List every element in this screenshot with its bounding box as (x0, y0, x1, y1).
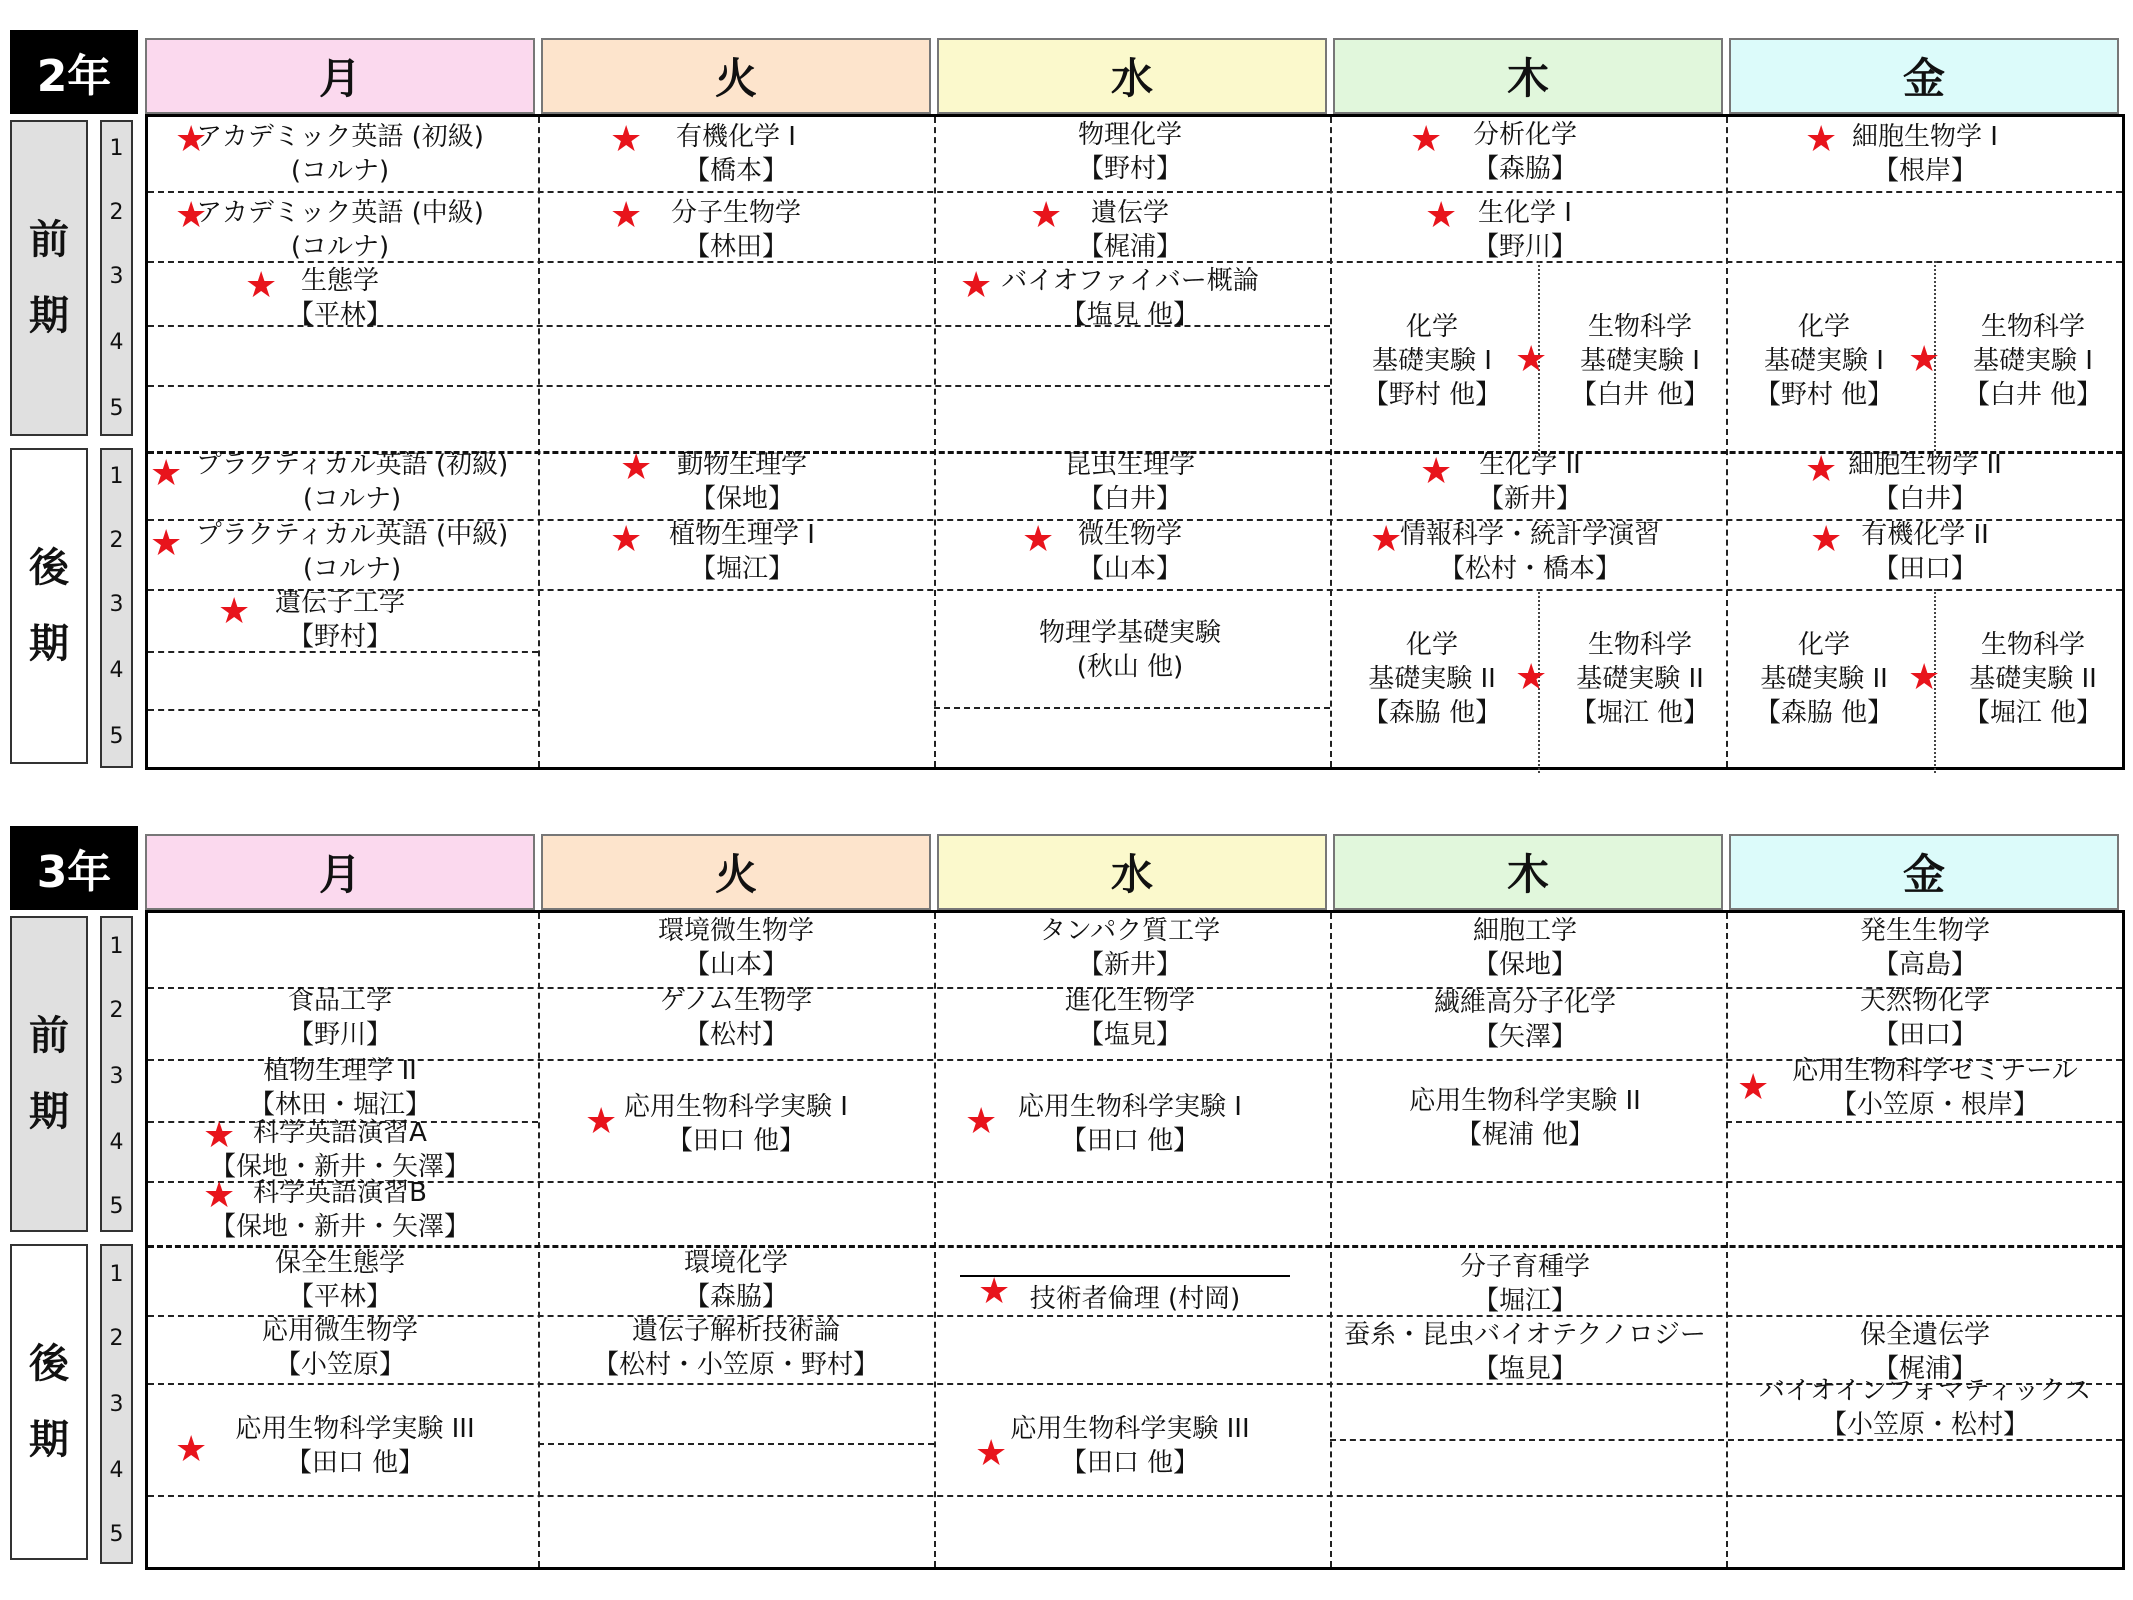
course-title: 生物科学 (1980, 312, 2086, 342)
term-char: 後 (29, 1341, 69, 1387)
course-entry (676, 120, 796, 188)
course-instructor: 【堀江】 (689, 554, 794, 584)
star-icon: ★ (203, 1175, 236, 1216)
course-instructor: 基礎実験 I (1372, 346, 1492, 376)
year2-header-tue: 火 (541, 38, 931, 114)
course-instructor: 【新井】 (1477, 484, 1583, 514)
course-title: 化学 (1797, 630, 1851, 660)
slot-number: 4 (109, 1130, 124, 1155)
course-instructor: 【松村・小笠原・野村】 (592, 1350, 880, 1380)
course-instructor: 【小笠原・根岸】 (1830, 1090, 2040, 1120)
course-instructor: (コルナ) (302, 484, 402, 514)
course-title: ゲノム生物学 (659, 986, 813, 1016)
course-instructor: 基礎実験 I (1973, 346, 2093, 376)
course-title: 保全遺伝学 (1859, 1320, 1991, 1350)
star-icon: ★ (175, 119, 208, 160)
course-title: バイオインフォマティックス (1758, 1376, 2092, 1406)
slot-number: 1 (109, 136, 124, 161)
course-entry (1434, 986, 1616, 1054)
course-entry (196, 120, 484, 188)
star-icon: ★ (1515, 339, 1548, 380)
slot-number: 4 (109, 658, 124, 683)
course-instructor: 【白井】 (1872, 484, 1978, 514)
star-icon: ★ (245, 265, 278, 306)
course-instructor: 【梶浦 他】 (1455, 1120, 1595, 1150)
course-title: 遺伝学 (1090, 198, 1170, 228)
course-entry (1792, 1054, 2077, 1122)
course-title: 化学 (1405, 630, 1459, 660)
grid-divider (1330, 913, 1332, 1567)
star-icon: ★ (203, 1115, 236, 1156)
course-title: 生化学 I (1478, 198, 1572, 228)
course-title: 物理学基礎実験 (1038, 618, 1222, 648)
course-title: アカデミック英語 (初級) (196, 122, 484, 152)
course-entry (1473, 118, 1577, 186)
course-entry (1571, 628, 1709, 730)
year2-second-term-label (10, 448, 88, 764)
course-instructor: 【森脇】 (1472, 154, 1578, 184)
course-instructor: 【松村】 (683, 1020, 788, 1050)
course-instructor: 【森脇 他】 (1362, 698, 1502, 728)
course-instructor: 【白井 他】 (1963, 380, 2103, 410)
slot-number: 1 (109, 934, 124, 959)
year2-header-mon: 月 (145, 38, 535, 114)
course-entry (1018, 1090, 1242, 1158)
course-entry (288, 984, 392, 1052)
year3-second-term-label (10, 1244, 88, 1560)
course-instructor: 【森脇 他】 (1754, 698, 1894, 728)
year3-header-thu: 木 (1333, 834, 1723, 910)
star-icon: ★ (150, 453, 183, 494)
star-icon: ★ (1030, 195, 1063, 236)
course-instructor: 【野川】 (1472, 232, 1578, 262)
course-entry (624, 1090, 848, 1158)
year3-header-wed: 水 (937, 834, 1327, 910)
grid-divider (538, 117, 540, 767)
slot-number: 5 (109, 1522, 124, 1547)
course-title: 微生物学 (1077, 520, 1183, 550)
star-icon: ★ (218, 591, 251, 632)
course-instructor: 【堀江 他】 (1570, 698, 1710, 728)
course-instructor: 【根岸】 (1872, 156, 1977, 186)
course-instructor: 【野村】 (287, 622, 393, 652)
course-entry (1030, 1282, 1241, 1316)
course-instructor: 【平林】 (287, 1282, 393, 1312)
course-entry (1363, 310, 1501, 412)
course-instructor: 【堀江 他】 (1963, 698, 2103, 728)
course-title: プラクティカル英語 (中級) (195, 520, 509, 550)
star-icon: ★ (1805, 449, 1838, 490)
year2-header-fri: 金 (1729, 38, 2119, 114)
course-entry (1078, 196, 1182, 264)
course-title: 技術者倫理 (村岡) (1029, 1284, 1241, 1314)
course-title: 生化学 II (1479, 450, 1581, 480)
slot-number: 3 (109, 1064, 124, 1089)
star-icon: ★ (960, 265, 993, 306)
course-entry (1409, 1084, 1641, 1152)
star-icon: ★ (975, 1433, 1008, 1474)
course-title: 科学英語演習B (253, 1178, 427, 1208)
star-icon: ★ (1908, 657, 1941, 698)
course-title: 環境微生物学 (657, 916, 815, 946)
slot-number: 3 (109, 592, 124, 617)
course-instructor: 【小笠原】 (274, 1350, 406, 1380)
course-title: 分子生物学 (670, 198, 802, 228)
course-instructor: 【高島】 (1872, 950, 1978, 980)
course-entry (1078, 518, 1182, 586)
slot-number: 2 (109, 200, 124, 225)
course-entry (1039, 616, 1221, 684)
course-entry (684, 1246, 788, 1314)
slot-number: 4 (109, 330, 124, 355)
star-icon: ★ (1515, 657, 1548, 698)
star-icon: ★ (1810, 519, 1843, 560)
course-title: バイオファイバー概論 (1001, 266, 1259, 296)
course-instructor: 【保地】 (689, 484, 795, 514)
slot-number: 5 (109, 1194, 124, 1219)
slot-number: 2 (109, 1326, 124, 1351)
course-entry (196, 196, 484, 264)
star-icon: ★ (620, 447, 653, 488)
term-char: 前 (29, 217, 69, 263)
course-instructor: (コルナ) (290, 232, 390, 262)
year2-header-wed: 水 (937, 38, 1327, 114)
grid-divider (538, 1443, 934, 1445)
slot-number: 3 (109, 264, 124, 289)
year3-second-slot-column (100, 1244, 133, 1564)
course-instructor: 【矢澤】 (1472, 1022, 1578, 1052)
course-title: 進化生物学 (1064, 986, 1196, 1016)
course-instructor: 基礎実験 II (1368, 664, 1496, 694)
course-entry (593, 1314, 879, 1382)
course-title: 生物科学 (1587, 312, 1693, 342)
course-title: 細胞工学 (1472, 916, 1578, 946)
course-title: 応用生物科学ゼミナール (1792, 1056, 2078, 1086)
star-icon: ★ (1805, 119, 1838, 160)
course-title: 生態学 (300, 266, 380, 296)
course-instructor: 【保地】 (1472, 950, 1578, 980)
course-title: 情報科学・統計学演習 (1399, 520, 1661, 550)
course-instructor: 【塩見】 (1077, 1020, 1183, 1050)
course-instructor: 【梶浦】 (1872, 1354, 1978, 1384)
course-instructor: 基礎実験 II (1760, 664, 1888, 694)
course-title: 科学英語演習A (253, 1118, 427, 1148)
star-icon: ★ (1022, 519, 1055, 560)
star-icon: ★ (1425, 195, 1458, 236)
course-entry (1860, 984, 1990, 1052)
year3-first-slot-column (100, 916, 133, 1232)
grid-divider (148, 589, 2122, 591)
course-instructor: 【森脇】 (683, 1282, 789, 1312)
slot-number: 5 (109, 724, 124, 749)
year2-first-term-label (10, 120, 88, 436)
course-title: 繊維高分子化学 (1433, 988, 1617, 1018)
course-instructor: 【松村・橋本】 (1438, 554, 1622, 584)
course-entry (1010, 1412, 1249, 1480)
grid-divider (1726, 913, 1728, 1567)
course-instructor: 【林田】 (683, 232, 789, 262)
year3-label: 3年 (10, 826, 138, 910)
course-entry (1065, 984, 1195, 1052)
star-icon: ★ (1410, 119, 1443, 160)
slot-number: 4 (109, 1458, 124, 1483)
course-title: 応用生物科学実験 III (1010, 1414, 1250, 1444)
course-entry (1478, 448, 1582, 516)
course-title: 発生生物学 (1859, 916, 1991, 946)
course-entry (210, 1116, 470, 1184)
course-instructor: 【白井 他】 (1570, 380, 1710, 410)
year2-header-thu: 木 (1333, 38, 1723, 114)
course-instructor: 【田口】 (1872, 554, 1978, 584)
course-title: 細胞生物学 II (1848, 450, 2002, 480)
grid-divider (148, 709, 538, 711)
star-icon: ★ (1370, 519, 1403, 560)
grid-divider (1330, 117, 1332, 767)
star-icon: ★ (965, 1101, 998, 1142)
course-entry (658, 914, 814, 982)
course-instructor: (秋山 他) (1076, 652, 1184, 682)
course-title: 植物生理学 II (263, 1056, 417, 1086)
course-title: 生物科学 (1980, 630, 2086, 660)
grid-divider (934, 707, 1330, 709)
star-icon: ★ (175, 1429, 208, 1470)
course-instructor: 【山本】 (683, 950, 789, 980)
course-instructor: 【新井】 (1077, 950, 1182, 980)
year2-label: 2年 (10, 30, 138, 114)
course-title: アカデミック英語 (中級) (196, 198, 484, 228)
slot-number: 3 (109, 1392, 124, 1417)
course-instructor: 基礎実験 I (1580, 346, 1700, 376)
course-title: 化学 (1797, 312, 1851, 342)
course-title: プラクティカル英語 (初級) (195, 450, 509, 480)
course-instructor: 【平林】 (287, 300, 393, 330)
course-entry (196, 448, 508, 516)
course-entry (262, 1314, 418, 1382)
slot-number: 2 (109, 528, 124, 553)
course-title: 分子育種学 (1459, 1252, 1591, 1282)
course-entry (1078, 118, 1182, 186)
term-char: 期 (29, 1089, 69, 1135)
course-instructor: 【白井】 (1077, 484, 1183, 514)
star-icon: ★ (585, 1101, 618, 1142)
course-entry (196, 518, 508, 586)
star-icon: ★ (978, 1271, 1011, 1312)
course-instructor: 【保地・新井・矢澤】 (209, 1212, 471, 1242)
year3-header-fri: 金 (1729, 834, 2119, 910)
year3-header-mon: 月 (145, 834, 535, 910)
course-title: 天然物化学 (1859, 986, 1991, 1016)
term-char: 後 (29, 545, 69, 591)
star-icon: ★ (150, 523, 183, 564)
course-title: 応用生物科学実験 III (235, 1414, 475, 1444)
course-instructor: 【田口 他】 (666, 1126, 806, 1156)
course-entry (235, 1412, 474, 1480)
course-entry (677, 448, 807, 516)
term-divider (148, 1245, 2122, 1248)
course-entry (1964, 628, 2102, 730)
course-instructor: 【小笠原・松村】 (1820, 1410, 2029, 1440)
course-instructor: 【田口 他】 (1060, 1448, 1200, 1478)
term-char: 期 (29, 293, 69, 339)
course-entry (275, 586, 405, 654)
course-title: タンパク質工学 (1039, 916, 1221, 946)
slot-number: 5 (109, 396, 124, 421)
course-title: 蚕糸・昆虫バイオテクノロジー (1344, 1320, 1706, 1350)
course-title: 化学 (1405, 312, 1459, 342)
course-entry (1400, 518, 1660, 586)
course-instructor: 基礎実験 I (1764, 346, 1884, 376)
course-instructor: 【塩見】 (1472, 1354, 1578, 1384)
course-title: 応用生物科学実験 II (1409, 1086, 1641, 1116)
course-entry (660, 984, 812, 1052)
grid-divider (148, 1495, 2122, 1497)
course-instructor: 【田口 他】 (1060, 1126, 1200, 1156)
year3-first-term-label (10, 916, 88, 1232)
course-title: 細胞生物学 I (1852, 122, 1998, 152)
course-title: 遺伝子工学 (274, 588, 406, 618)
course-title: 分析化学 (1472, 120, 1578, 150)
course-entry (1460, 1250, 1590, 1318)
course-title: 応用微生物学 (261, 1316, 419, 1346)
course-instructor: 【田口 他】 (285, 1448, 425, 1478)
term-char: 前 (29, 1013, 69, 1059)
course-title: 環境化学 (683, 1248, 789, 1278)
course-title: 有機化学 II (1861, 520, 1989, 550)
grid-divider (934, 117, 936, 767)
course-entry (1755, 628, 1893, 730)
course-entry (1473, 914, 1577, 982)
star-icon: ★ (1737, 1067, 1770, 1108)
course-entry (1964, 310, 2102, 412)
course-title: 昆虫生理学 (1064, 450, 1196, 480)
year2-first-slot-column (100, 120, 133, 436)
term-char: 期 (29, 1417, 69, 1463)
star-icon: ★ (1420, 451, 1453, 492)
course-entry (249, 1054, 431, 1122)
grid-divider (538, 913, 540, 1567)
star-icon: ★ (610, 519, 643, 560)
course-instructor: 基礎実験 II (1969, 664, 2097, 694)
course-title: 食品工学 (287, 986, 393, 1016)
course-instructor: 【野村】 (1077, 154, 1183, 184)
grid-divider (1726, 117, 1728, 767)
course-entry (669, 518, 815, 586)
course-title: 応用生物科学実験 I (624, 1092, 848, 1122)
course-title: 保全生態学 (274, 1248, 406, 1278)
course-entry (1861, 518, 1989, 586)
course-instructor: (コルナ) (302, 554, 402, 584)
course-title: 有機化学 I (676, 122, 796, 152)
course-entry (1571, 310, 1709, 412)
course-entry (210, 1176, 470, 1244)
course-entry (1473, 196, 1577, 264)
course-entry (671, 196, 801, 264)
course-entry (275, 1246, 405, 1314)
course-instructor: 【橋本】 (683, 156, 788, 186)
term-char: 期 (29, 621, 69, 667)
course-instructor: 【保地・新井・矢澤】 (209, 1152, 471, 1182)
course-entry (288, 264, 392, 332)
course-entry (1852, 120, 1998, 188)
course-instructor: 【梶浦】 (1077, 232, 1183, 262)
course-entry (1065, 448, 1195, 516)
grid-divider (934, 913, 936, 1567)
course-instructor: 【野村 他】 (1362, 380, 1502, 410)
slot-number: 2 (109, 998, 124, 1023)
course-instructor: 【堀江】 (1472, 1286, 1578, 1316)
course-instructor: 【野村 他】 (1754, 380, 1894, 410)
course-entry (1344, 1318, 1706, 1386)
course-title: 物理化学 (1077, 120, 1183, 150)
course-entry (1001, 264, 1258, 332)
year2-second-slot-column (100, 448, 133, 768)
course-entry (1040, 914, 1220, 982)
course-instructor: 【林田・堀江】 (248, 1090, 432, 1120)
course-entry (1363, 628, 1501, 730)
star-icon: ★ (175, 195, 208, 236)
course-title: 動物生理学 (676, 450, 808, 480)
course-entry (1860, 914, 1990, 982)
course-title: 応用生物科学実験 I (1018, 1092, 1242, 1122)
star-icon: ★ (610, 195, 643, 236)
course-instructor: 【山本】 (1077, 554, 1183, 584)
course-instructor: 【野川】 (287, 1020, 393, 1050)
course-title: 生物科学 (1587, 630, 1693, 660)
course-entry (1755, 310, 1893, 412)
grid-divider (148, 191, 2122, 193)
star-icon: ★ (1908, 339, 1941, 380)
slot-number: 1 (109, 1262, 124, 1287)
slot-number: 1 (109, 464, 124, 489)
star-icon: ★ (610, 119, 643, 160)
course-title: 遺伝子解析技術論 (631, 1316, 841, 1346)
grid-divider (148, 385, 1330, 387)
course-entry (1848, 448, 2002, 516)
course-instructor: 基礎実験 II (1576, 664, 1704, 694)
course-instructor: 【塩見 他】 (1060, 300, 1200, 330)
course-entry (1759, 1374, 2091, 1442)
course-instructor: 【田口】 (1872, 1020, 1978, 1050)
year3-header-tue: 火 (541, 834, 931, 910)
course-title: 植物生理学 I (669, 520, 815, 550)
course-instructor: (コルナ) (290, 156, 390, 186)
